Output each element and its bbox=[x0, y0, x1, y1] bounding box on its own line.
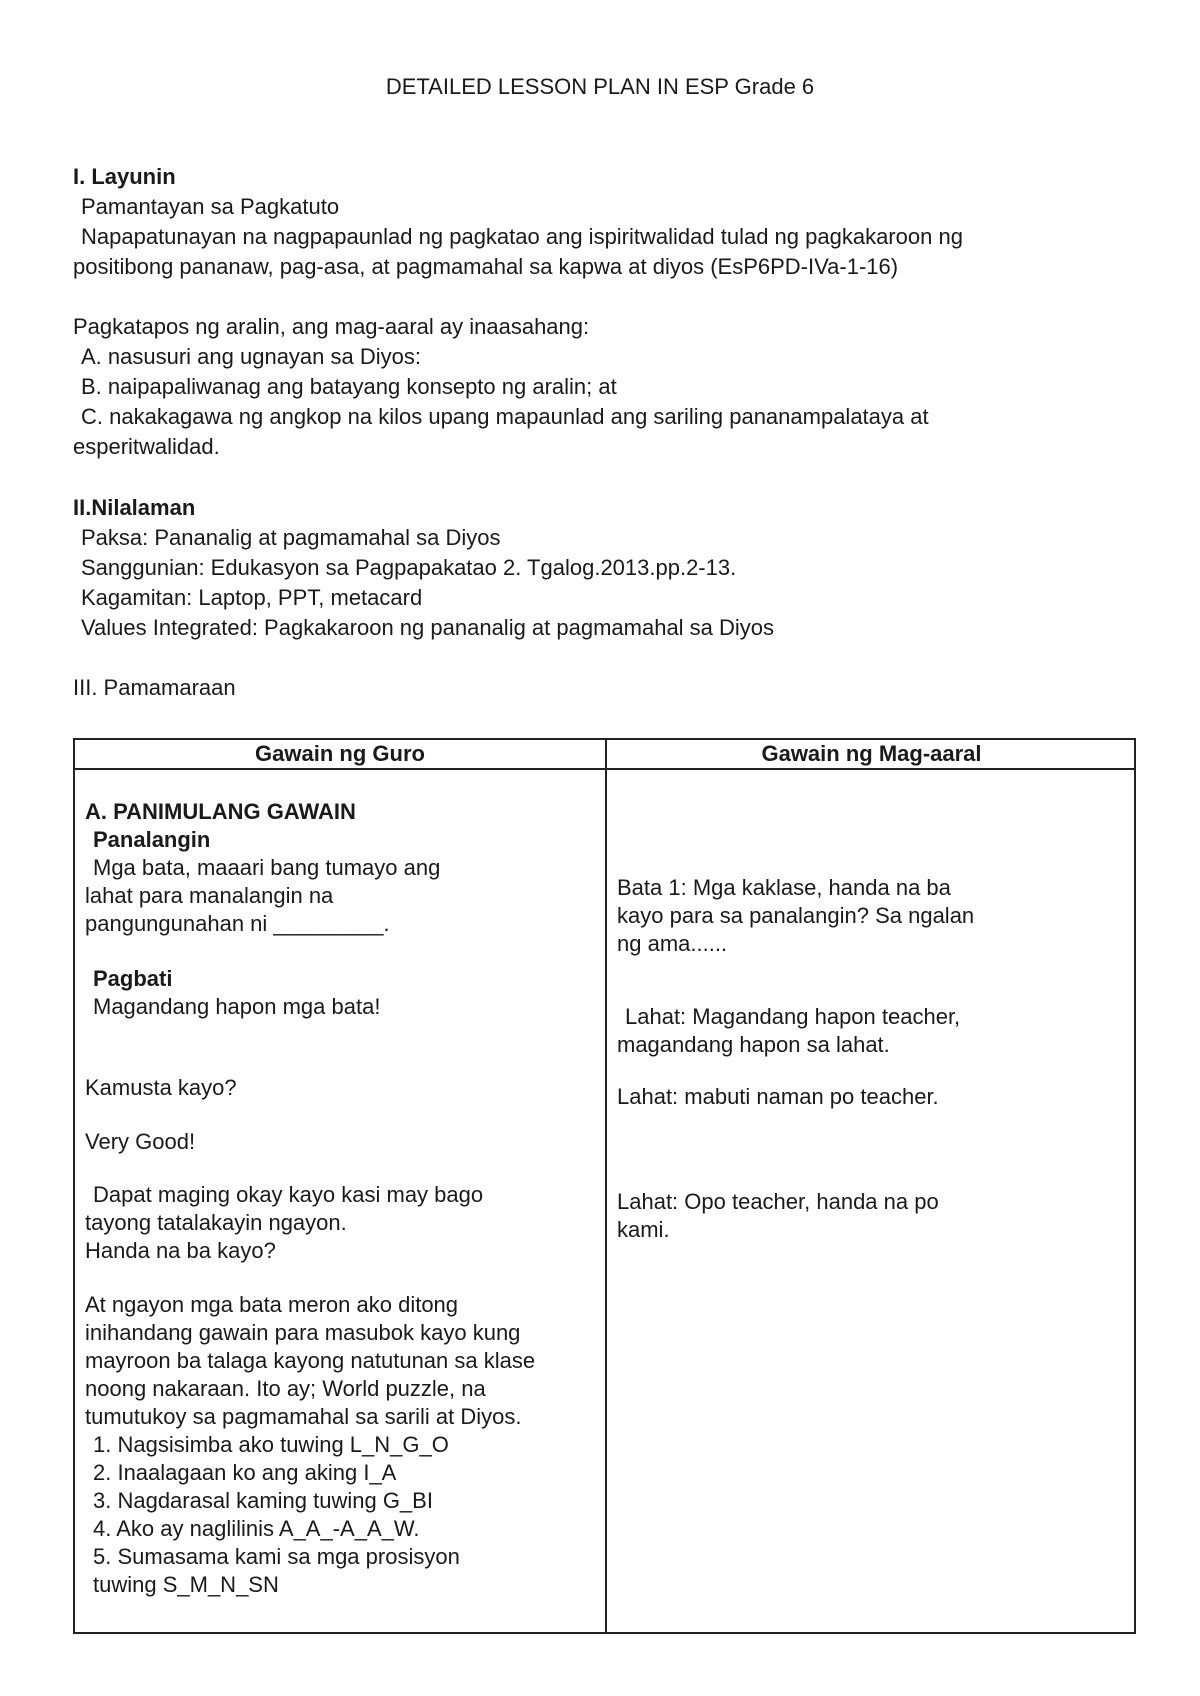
standard-line: Napapatunayan na nagpapaunlad ng pagkatao ang ispiritwalidad tulad ng pagkakaroon ng bbox=[81, 224, 963, 249]
col-header-magaaral: Gawain ng Mag-aaral bbox=[761, 741, 982, 766]
magaaral-line: Bata 1: Mga kaklase, handa na ba bbox=[617, 875, 951, 900]
guro-line: tumutukoy sa pagmamahal sa sarili at Diyos. bbox=[85, 1404, 522, 1429]
column-divider bbox=[605, 740, 607, 1632]
puzzle-item: 3. Nagdarasal kaming tuwing G_BI bbox=[93, 1488, 433, 1513]
layunin-heading: I. Layunin bbox=[73, 164, 176, 189]
magaaral-line: ng ama...... bbox=[617, 931, 728, 956]
guro-line: At ngayon mga bata meron ako ditong bbox=[85, 1292, 459, 1317]
magaaral-line: kami. bbox=[617, 1217, 670, 1242]
document-title: DETAILED LESSON PLAN IN ESP Grade 6 bbox=[385, 74, 815, 99]
panalangin-label: Panalangin bbox=[93, 827, 211, 852]
guro-line: pangungunahan ni _________. bbox=[85, 911, 390, 936]
nilalaman-item: Paksa: Pananalig at pagmamahal sa Diyos bbox=[81, 525, 501, 550]
magaaral-line: Lahat: Magandang hapon teacher, bbox=[625, 1004, 961, 1029]
pamamaraan-heading: III. Pamamaraan bbox=[73, 675, 236, 700]
magaaral-line: kayo para sa panalangin? Sa ngalan bbox=[617, 903, 975, 928]
guro-line: Magandang hapon mga bata! bbox=[93, 994, 381, 1019]
col-header-guro: Gawain ng Guro bbox=[255, 741, 425, 766]
puzzle-item: tuwing S_M_N_SN bbox=[93, 1572, 279, 1597]
guro-line: mayroon ba talaga kayong natutunan sa klase bbox=[85, 1348, 536, 1373]
objective-item: B. naipapaliwanag ang batayang konsepto ng aralin; at bbox=[81, 374, 617, 399]
magaaral-line: magandang hapon sa lahat. bbox=[617, 1032, 890, 1057]
objective-item: A. nasusuri ang ugnayan sa Diyos: bbox=[81, 344, 421, 369]
puzzle-item: 1. Nagsisimba ako tuwing L_N_G_O bbox=[93, 1432, 449, 1457]
magaaral-line: Lahat: Opo teacher, handa na po bbox=[617, 1189, 939, 1214]
nilalaman-heading: II.Nilalaman bbox=[73, 495, 196, 520]
objective-item: C. nakakagawa ng angkop na kilos upang mapaunlad ang sariling pananampalataya at bbox=[81, 404, 929, 429]
nilalaman-item: Values Integrated: Pagkakaroon ng pananalig at pagmamahal sa Diyos bbox=[81, 615, 775, 640]
nilalaman-item: Sanggunian: Edukasyon sa Pagpapakatao 2. Tgalog.2013.pp.2-13. bbox=[81, 555, 737, 580]
guro-line: lahat para manalangin na bbox=[85, 883, 334, 908]
guro-line: Very Good! bbox=[85, 1129, 196, 1154]
puzzle-item: 2. Inaalagaan ko ang aking I_A bbox=[93, 1460, 397, 1485]
guro-line: tayong tatalakayin ngayon. bbox=[85, 1210, 347, 1235]
guro-line: inihandang gawain para masubok kayo kung bbox=[85, 1320, 521, 1345]
activity-table bbox=[73, 738, 1136, 1634]
objective-item-cont: esperitwalidad. bbox=[73, 434, 220, 459]
nilalaman-item: Kagamitan: Laptop, PPT, metacard bbox=[81, 585, 423, 610]
section-heading: A. PANIMULANG GAWAIN bbox=[85, 799, 356, 824]
guro-line: Handa na ba kayo? bbox=[85, 1238, 276, 1263]
guro-line: Dapat maging okay kayo kasi may bago bbox=[93, 1182, 484, 1207]
puzzle-item: 5. Sumasama kami sa mga prosisyon bbox=[93, 1544, 460, 1569]
header-divider bbox=[75, 768, 1134, 770]
puzzle-item: 4. Ako ay naglilinis A_A_-A_A_W. bbox=[93, 1516, 420, 1541]
magaaral-line: Lahat: mabuti naman po teacher. bbox=[617, 1084, 939, 1109]
standard-line: positibong pananaw, pag-asa, at pagmamahal sa kapwa at diyos (EsP6PD-IVa-1-16) bbox=[73, 254, 899, 279]
objectives-intro: Pagkatapos ng aralin, ang mag-aaral ay inaasahang: bbox=[73, 314, 590, 339]
guro-line: Mga bata, maaari bang tumayo ang bbox=[93, 855, 441, 880]
guro-line: noong nakaraan. Ito ay; World puzzle, na bbox=[85, 1376, 486, 1401]
guro-line: Kamusta kayo? bbox=[85, 1075, 237, 1100]
pamantayan-label: Pamantayan sa Pagkatuto bbox=[81, 194, 340, 219]
pagbati-label: Pagbati bbox=[93, 966, 173, 991]
